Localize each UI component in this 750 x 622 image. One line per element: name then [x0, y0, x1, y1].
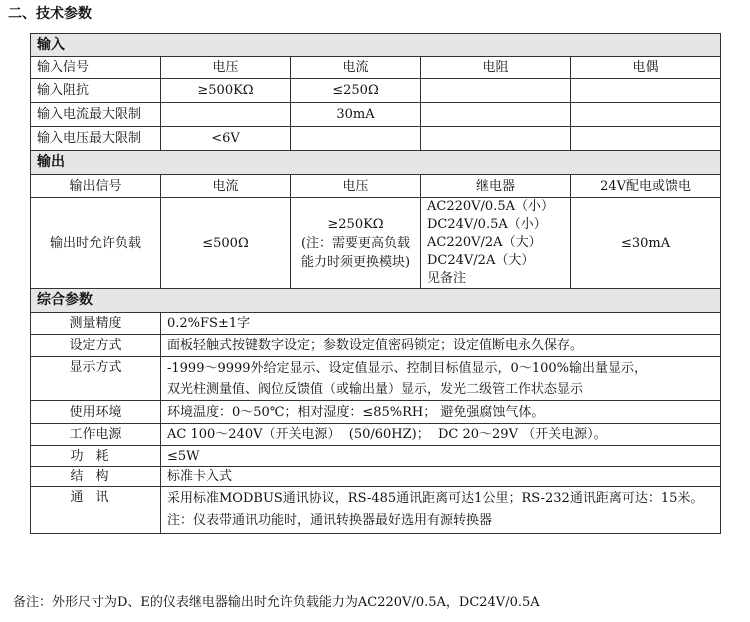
output-load-relay-line: 见备注	[427, 271, 467, 286]
output-signal-relay: 继电器	[421, 175, 571, 198]
output-load-relay-line: AC220V/0.5A（小）	[427, 199, 554, 214]
output-load-relay-line: DC24V/0.5A（小）	[427, 217, 547, 232]
general-value-environment: 环境温度：0～50℃；相对湿度：≤85%RH； 避免强腐蚀气体。	[161, 401, 721, 424]
general-value-structure: 标准卡入式	[161, 467, 721, 487]
output-load-relay-line: DC24V/2A（大）	[427, 253, 535, 268]
general-row-environment	[31, 401, 721, 424]
general-value-communication-line: 采用标准MODBUS通讯协议，RS-485通讯距离可达1公里；RS-232通讯距离可达：15米。	[167, 491, 704, 506]
input-max-voltage-label: 输入电压最大限制	[31, 127, 161, 151]
input-max-voltage-current	[291, 127, 421, 151]
output-load-voltage	[291, 198, 421, 289]
general-value-display	[161, 357, 721, 401]
spec-table	[30, 33, 721, 534]
output-load-voltage-line: 能力时须更换模块)	[300, 254, 411, 270]
output-load-current: ≤500Ω	[161, 198, 291, 289]
input-max-voltage-thermocouple	[571, 127, 721, 151]
general-row-setting	[31, 335, 721, 357]
output-load-voltage-line: ≥250KΩ	[327, 216, 384, 232]
general-value-accuracy: 0.2%FS±1字	[161, 313, 721, 335]
output-signal-current: 电流	[161, 175, 291, 198]
general-section-title: 综合参数	[31, 289, 721, 313]
general-value-display-line: 双光柱测量值、阀位反馈值（或输出量）显示，发光二级管工作状态显示	[167, 381, 584, 397]
footnote: 备注：外形尺寸为D、E的仪表继电器输出时允许负载能力为AC220V/0.5A，DC24V/0.5A	[13, 595, 540, 610]
general-label-accuracy: 测量精度	[31, 313, 161, 335]
output-load-label: 输出时允许负载	[31, 198, 161, 289]
output-signal-voltage: 电压	[291, 175, 421, 198]
general-value-consumption: ≤5W	[161, 446, 721, 467]
output-section-title: 输出	[31, 151, 721, 175]
output-signal-row	[31, 175, 721, 198]
input-max-current-value: 30mA	[291, 103, 421, 127]
general-section-header	[31, 289, 721, 313]
input-impedance-label: 输入阻抗	[31, 79, 161, 103]
general-label-structure: 结构	[31, 467, 161, 487]
input-max-current-resistance	[421, 103, 571, 127]
general-value-power-supply: AC 100～240V（开关电源） (50/60HZ)； DC 20～29V （开关电源）。	[161, 424, 721, 446]
output-load-power: ≤30mA	[571, 198, 721, 289]
input-signal-label: 输入信号	[31, 57, 161, 79]
general-label-display: 显示方式	[31, 357, 161, 401]
input-signal-resistance: 电阻	[421, 57, 571, 79]
output-load-voltage-line: (注：需要更高负载	[300, 235, 411, 251]
input-max-voltage-resistance	[421, 127, 571, 151]
input-impedance-resistance	[421, 79, 571, 103]
general-row-display	[31, 357, 721, 401]
input-max-current-thermocouple	[571, 103, 721, 127]
input-section-title: 输入	[31, 34, 721, 57]
general-value-communication-line: 注：仪表带通讯功能时，通讯转换器最好选用有源转换器	[167, 513, 493, 528]
general-value-communication	[161, 487, 721, 534]
input-max-current-voltage	[161, 103, 291, 127]
general-label-environment: 使用环境	[31, 401, 161, 424]
input-signal-voltage: 电压	[161, 57, 291, 79]
input-max-voltage-row	[31, 127, 721, 151]
input-signal-row	[31, 57, 721, 79]
output-load-relay-line: AC220V/2A（大）	[427, 235, 542, 250]
input-max-current-row	[31, 103, 721, 127]
output-signal-label: 输出信号	[31, 175, 161, 198]
input-signal-current: 电流	[291, 57, 421, 79]
general-label-power-supply: 工作电源	[31, 424, 161, 446]
page-heading: 二、技术参数	[8, 6, 92, 22]
input-section-header	[31, 34, 721, 57]
general-row-communication	[31, 487, 721, 534]
general-row-power-supply	[31, 424, 721, 446]
general-value-setting: 面板轻触式按键数字设定；参数设定值密码锁定；设定值断电永久保存。	[161, 335, 721, 357]
general-row-accuracy	[31, 313, 721, 335]
output-load-relay	[421, 198, 571, 289]
input-max-current-label: 输入电流最大限制	[31, 103, 161, 127]
input-impedance-thermocouple	[571, 79, 721, 103]
general-row-structure	[31, 467, 721, 487]
general-row-consumption	[31, 446, 721, 467]
input-impedance-voltage: ≥500KΩ	[161, 79, 291, 103]
input-max-voltage-value: <6V	[161, 127, 291, 151]
input-impedance-current: ≤250Ω	[291, 79, 421, 103]
general-label-consumption: 功耗	[31, 446, 161, 467]
output-load-row	[31, 198, 721, 289]
general-label-setting: 设定方式	[31, 335, 161, 357]
output-signal-power: 24V配电或馈电	[571, 175, 721, 198]
general-label-communication: 通讯	[31, 487, 161, 534]
input-signal-thermocouple: 电偶	[571, 57, 721, 79]
output-section-header	[31, 151, 721, 175]
general-value-display-line: -1999～9999外给定显示、设定值显示、控制目标值显示，0～100%输出量显示，	[167, 360, 647, 376]
input-impedance-row	[31, 79, 721, 103]
